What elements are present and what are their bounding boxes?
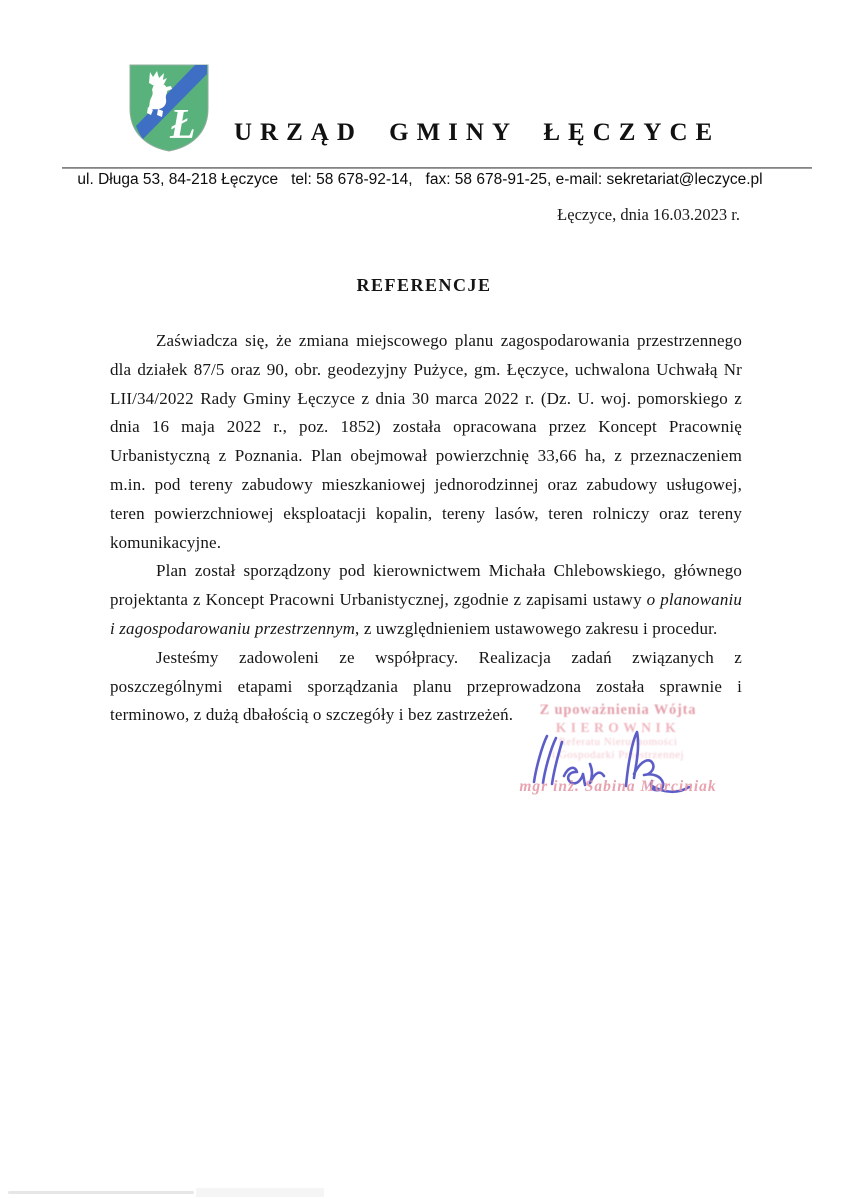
paragraph-2-end: , z uwzględnieniem ustawowego zakresu i procedur. — [355, 618, 718, 638]
paragraph-2-italic-law-title: o planowaniu i zagospodarowaniu przestrzennym — [110, 590, 742, 638]
scan-artifact — [8, 1191, 194, 1194]
stamp-department-line-1: Referatu Nieruchomości — [558, 736, 678, 748]
stamp-position-title: KIEROWNIK — [555, 720, 681, 735]
address-line: ul. Długa 53, 84-218 Łęczyce tel: 58 678-92-14, fax: 58 678-91-25, e-mail: sekretariat@leczyce.pl — [77, 171, 763, 188]
stamp-and-signature — [498, 702, 738, 807]
scan-artifact — [196, 1188, 324, 1197]
paragraph-2-start: Plan został sporządzony pod kierownictwem Michała Chlebowskiego, głównego projektanta z Koncept Pracowni Urbanistycznej, zgodnie z zapisami ustawy — [110, 561, 742, 610]
document-title: REFERENCJE — [356, 275, 492, 295]
paragraph-3: Jesteśmy zadowoleni ze współpracy. Realizacja zadań związanych z poszczególnymi etapami sporządzania planu przeprowadzona została sprawnie i terminowo, z dużą dbałością o szczegóły i bez zastrzeżeń. — [110, 647, 742, 725]
paragraph-1: Zaświadcza się, że zmiana miejscowego planu zagospodarowania przestrzennego dla działek 87/5 oraz 90, obr. geodezyjny Pużyce, gm. Łęczyce, uchwalona Uchwałą Nr LII/34/2022 Rady Gminy Łęczyce z dnia 30 marca 2022 r. (Dz. U. woj. pomorskiego z dnia 16 maja 2022 r., poz. 1852) została opracowana przez Koncept Pracownię Urbanistyczną z Poznania. Plan obejmował powierzchnię 33,66 ha, z przeznaczeniem m.in. pod tereny zabudowy mieszkaniowej jednorodzinnej oraz zabudowy usługowej, teren powierzchniowej eksploatacji kopalin, tereny lasów, teren rolniczy oraz tereny komunikacyjne. — [110, 331, 742, 552]
svg-text:Ł: Ł — [170, 102, 196, 148]
letter-body — [110, 327, 742, 730]
signer-name: mgr inż. Sabina Marciniak — [519, 778, 717, 795]
paragraph-2 — [110, 557, 742, 643]
date-line: Łęczyce, dnia 16.03.2023 r. — [557, 205, 740, 224]
coat-of-arms-icon — [128, 63, 210, 153]
stamp-department-line-2: i Gospodarki Przestrzennej — [551, 749, 685, 761]
org-name: URZĄD GMINY ŁĘCZYCE — [234, 119, 721, 146]
header-divider — [62, 167, 812, 169]
stamp-authorization-line: Z upoważnienia Wójta — [539, 702, 697, 718]
